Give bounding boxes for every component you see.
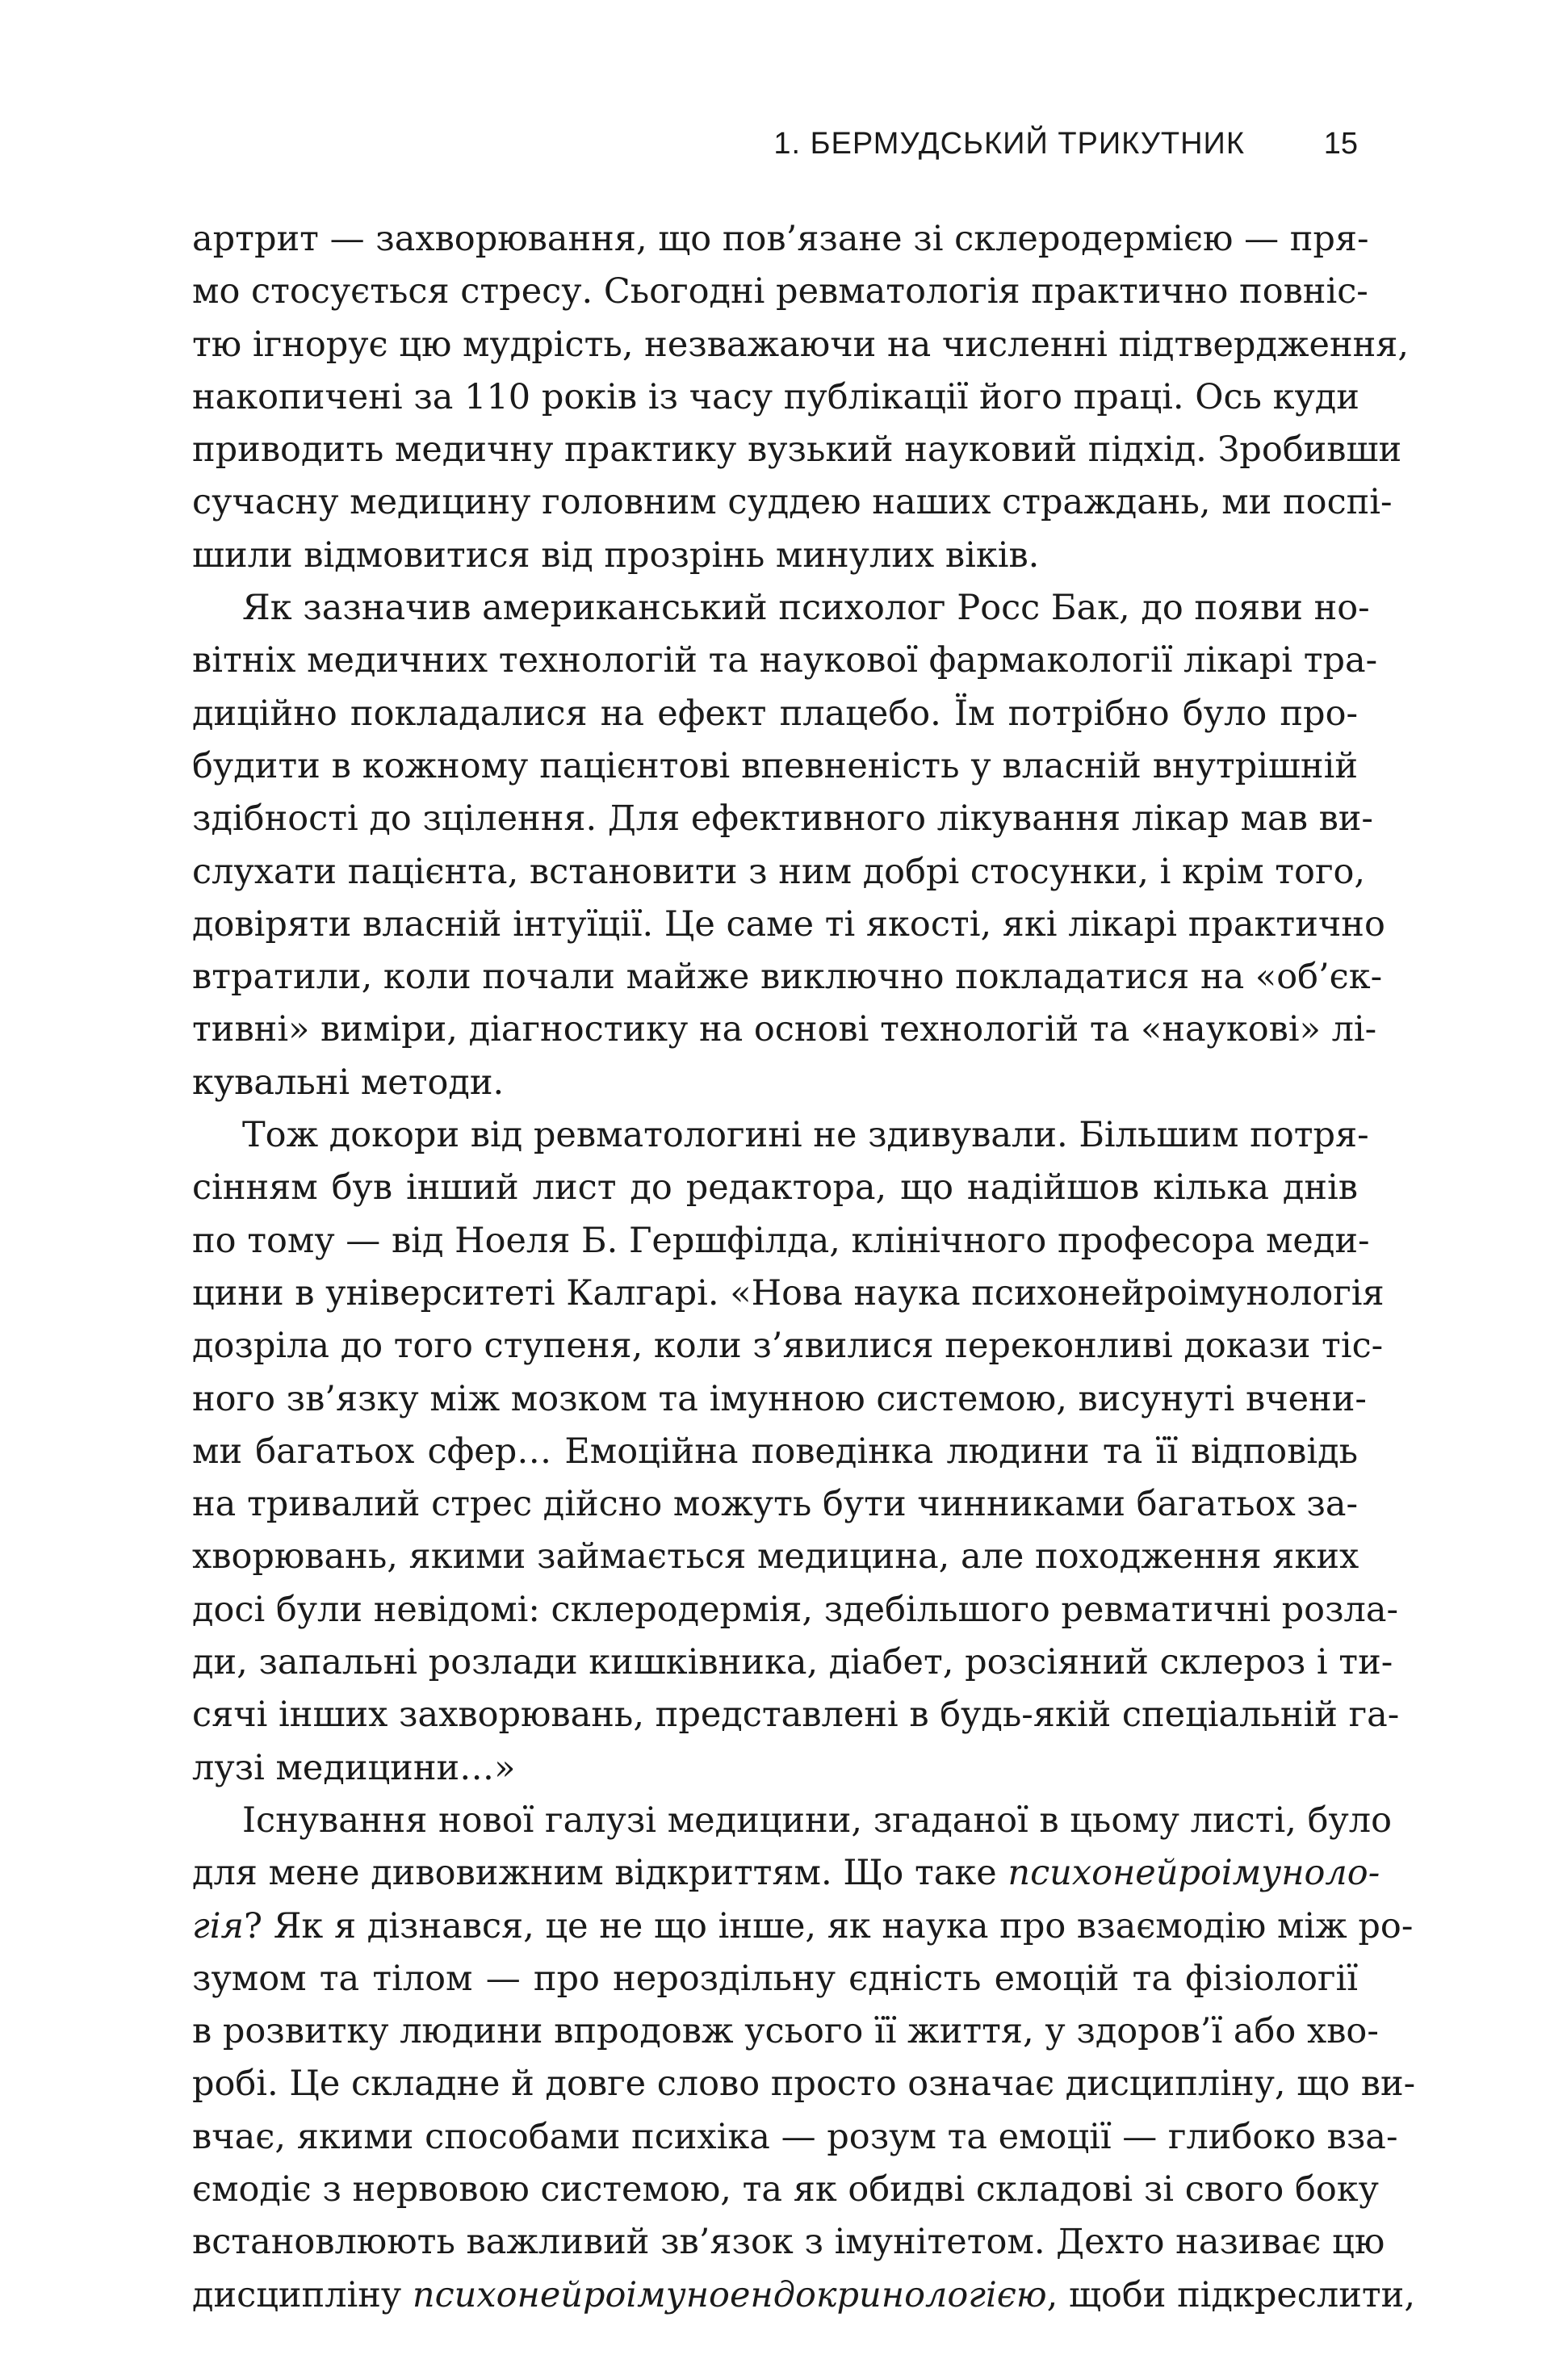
text-segment: досі були невідомі: склеродермія, здебільшого ревматичні розла-: [192, 1589, 1398, 1630]
text-line: [192, 1742, 1358, 1795]
text-segment: встановлюють важливий зв’язок з імунітетом. Дехто називає цю: [192, 2222, 1385, 2263]
text-line: [192, 846, 1366, 899]
text-line: [192, 1636, 1393, 1689]
text-line: [192, 2111, 1398, 2164]
running-title: 1. БЕРМУДСЬКИЙ ТРИКУТНИК: [773, 127, 1245, 161]
text-segment: цини в університеті Калгарі. «Нова наука психонейроімунологія: [192, 1272, 1385, 1314]
text-segment: вчає, якими способами психіка — розум та емоції — глибоко вза-: [192, 2116, 1398, 2157]
page-header: [192, 119, 1358, 168]
text-segment: довіряти власній інтуїції. Це саме ті якості, які лікарі практично: [192, 903, 1385, 945]
text-segment: будити в кожному пацієнтові впевненість у власній внутрішній: [192, 745, 1358, 786]
text-segment: приводить медичну практику вузький науковий підхід. Зробивши: [192, 429, 1402, 471]
text-segment: сячі інших захворювань, представлені в будь-якій спеціальній га-: [192, 1695, 1400, 1736]
text-line: [192, 1215, 1370, 1268]
text-segment: Тож докори від ревматологині не здивували. Більшим потря-: [242, 1115, 1369, 1156]
text-line: [192, 476, 1393, 529]
text-segment: для мене дивовижним відкриттям. Що таке: [192, 1853, 1008, 1894]
text-line: [192, 1584, 1398, 1636]
text-segment: сучасну медицину головним суддею наших страждань, ми поспі-: [192, 482, 1393, 523]
text-segment: накопичені за 110 років із часу публікації його праці. Ось куди: [192, 376, 1359, 417]
paragraph: [192, 1109, 1400, 1795]
text-line: [192, 951, 1383, 1004]
body-text: [192, 213, 1416, 2322]
text-line: [192, 1795, 1392, 1847]
text-line: [192, 1057, 1358, 1109]
text-segment: вітніх медичних технологій та наукової фармакології лікарі тра-: [192, 640, 1378, 681]
text-line: [192, 1689, 1400, 1741]
text-segment: зумом та тілом — про нероздільну єдність емоцій та фізіології: [192, 1958, 1358, 1999]
text-segment: ? Як я дізнався, це не що інше, як наука про взаємодію між ро-: [243, 1905, 1414, 1946]
text-line: [192, 530, 1358, 582]
text-line: [192, 2058, 1416, 2110]
italic-term: гія: [192, 1905, 244, 1946]
text-line: [192, 899, 1385, 951]
paragraph: [192, 582, 1385, 1109]
text-line: [192, 1847, 1380, 1900]
text-segment: хворювань, якими займається медицина, але походження яких: [192, 1536, 1359, 1578]
text-line: [192, 1320, 1384, 1372]
text-segment: здібності до зцілення. Для ефективного лікування лікар мав ви-: [192, 798, 1373, 840]
text-segment: слухати пацієнта, встановити з ним добрі стосунки, і крім того,: [192, 851, 1366, 892]
text-segment: ми багатьох сфер… Емоційна поведінка людини та її відповідь: [192, 1431, 1358, 1472]
text-line: [192, 1953, 1358, 2005]
text-line: [192, 1373, 1367, 1426]
text-line: [192, 1531, 1358, 1583]
text-line: [192, 2216, 1385, 2269]
text-segment: по тому — від Ноеля Б. Гершфілда, клінічного професора меди-: [192, 1220, 1370, 1261]
text-line: [192, 1900, 1414, 1953]
text-line: [192, 2164, 1379, 2216]
italic-term: психонейроімуноендокринологією: [412, 2274, 1047, 2315]
italic-term: психонейроімуноло-: [1008, 1853, 1380, 1894]
text-line: [192, 688, 1358, 740]
text-segment: робі. Це складне й довге слово просто означає дисципліну, що ви-: [192, 2064, 1416, 2105]
text-segment: тивні» виміри, діагностику на основі технологій та «наукові» лі-: [192, 1009, 1377, 1050]
text-line: [192, 740, 1358, 793]
text-line: [192, 371, 1358, 424]
text-line: [192, 1268, 1385, 1320]
text-segment: лузі медицини…»: [192, 1747, 516, 1788]
text-segment: шили відмовитися від прозрінь минулих віків.: [192, 534, 1040, 576]
text-segment: Як зазначив американський психолог Росс Бак, до появи но-: [242, 588, 1370, 629]
text-line: [192, 1162, 1358, 1214]
text-segment: кувальні методи.: [192, 1062, 505, 1103]
text-segment: артрит — захворювання, що пов’язане зі склеродермією — пря-: [192, 219, 1369, 259]
text-segment: в розвитку людини впродовж усього її життя, у здоров’ї або хво-: [192, 2011, 1379, 2052]
text-segment: , щоби підкреслити,: [1046, 2274, 1415, 2315]
text-segment: втратили, коли почали майже виключно покладатися на «об’єк-: [192, 957, 1383, 998]
text-line: [192, 2005, 1379, 2058]
text-segment: на тривалий стрес дійсно можуть бути чинниками багатьох за-: [192, 1484, 1358, 1525]
text-segment: мо стосується стресу. Сьогодні ревматологія практично повніс-: [192, 271, 1368, 312]
text-line: [192, 266, 1368, 318]
text-line: [192, 793, 1373, 845]
text-line: [192, 635, 1378, 687]
paragraph: [192, 213, 1410, 582]
text-line: [192, 1426, 1358, 1478]
text-segment: ного зв’язку між мозком та імунною системою, висунуті вчени-: [192, 1378, 1367, 1419]
text-line: [192, 2269, 1415, 2322]
page-number: 15: [1323, 127, 1358, 161]
text-segment: сінням був інший лист до редактора, що надійшов кілька днів: [192, 1167, 1358, 1209]
text-segment: дозріла до того ступеня, коли з’явилися переконливі докази тіс-: [192, 1326, 1384, 1367]
text-line: [192, 1478, 1358, 1531]
text-line: [192, 1109, 1369, 1162]
text-segment: диційно покладалися на ефект плацебо. Їм потрібно було про-: [192, 693, 1358, 734]
text-segment: ємодіє з нервовою системою, та як обидві складові зі свого боку: [192, 2168, 1379, 2210]
text-line: [192, 319, 1410, 371]
text-segment: дисципліну: [192, 2274, 413, 2315]
text-line: [192, 582, 1370, 635]
text-line: [192, 213, 1369, 266]
text-segment: ди, запальні розлади кишківника, діабет, розсіяний склероз і ти-: [192, 1642, 1393, 1683]
text-line: [192, 424, 1402, 476]
paragraph: [192, 1795, 1416, 2322]
text-line: [192, 1004, 1377, 1056]
text-segment: Існування нової галузі медицини, згаданої в цьому листі, було: [242, 1800, 1392, 1841]
text-segment: тю ігнорує цю мудрість, незважаючи на численні підтвердження,: [192, 324, 1410, 365]
